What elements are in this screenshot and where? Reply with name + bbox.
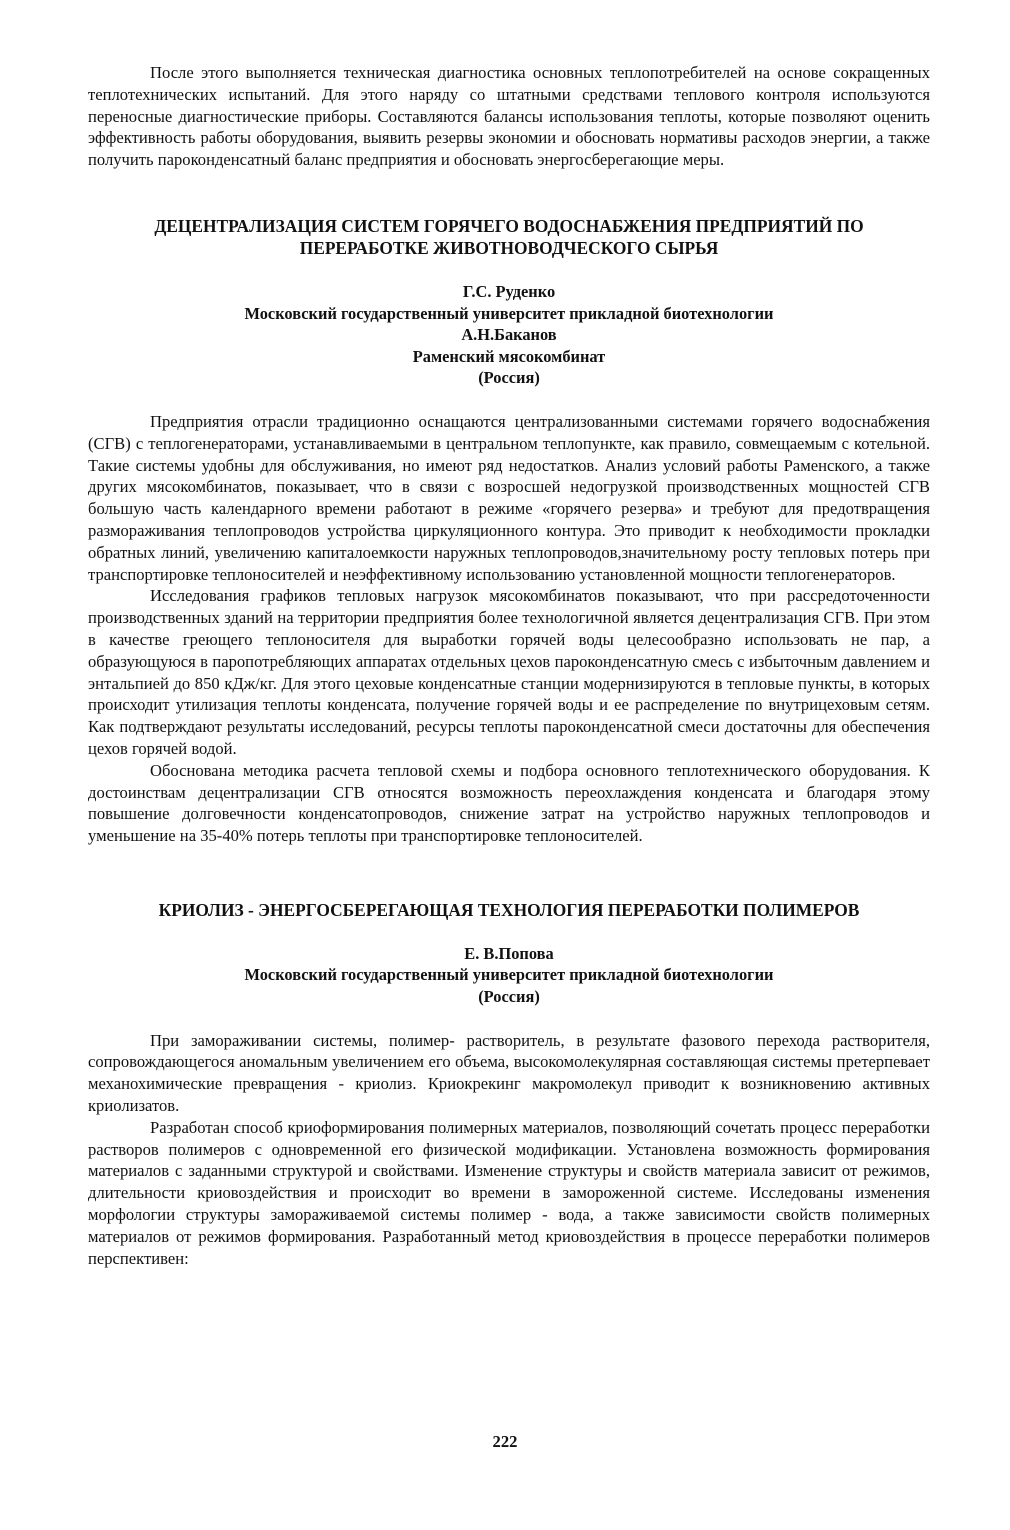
- intro-paragraph: После этого выполняется техническая диагностика основных теплопотребителей на основе сокращенных теплотехнических испытаний. Для этого наряду со штатными средствами теплового контроля используются переносные диагностические приборы. Составляются балансы использования теплоты, которые позволяют оценить эффективность работы оборудования, выявить резервы экономии и обосновать нормативы расходов энергии, а также получить пароконденсатный баланс предприятия и обосновать энергосберегающие меры.: [88, 63, 930, 170]
- author-country: (Россия): [478, 368, 540, 388]
- body-paragraph: Обоснована методика расчета тепловой схемы и подбора основного теплотехнического оборудования. К достоинствам децентрализации СГВ относятся возможность переохлаждения конденсата и благодаря этому повышение долговечности конденсатопроводов, снижение затрат на устройство наружных теплопроводов и уменьшение на 35-40% потерь теплоты при транспортировке теплоносителей.: [88, 760, 930, 846]
- article-title-line-2: ПЕРЕРАБОТКЕ ЖИВОТНОВОДЧЕСКОГО СЫРЬЯ: [299, 237, 719, 258]
- document-page: [88, 62, 930, 1269]
- byline: [88, 943, 930, 1008]
- author-name: Г.С. Руденко: [462, 281, 556, 301]
- body-paragraph: Предприятия отрасли традиционно оснащаются централизованными системами горячего водоснабжения (СГВ) с теплогенераторами, устанавливаемыми в центральном теплопункте, как правило, совмещаемым с котельной. Такие системы удобны для обслуживания, но имеют ряд недостатков. Анализ условий работы Раменского, а также других мясокомбинатов, показывает, что в связи с возросшей недогрузкой производственных мощностей СГВ большую часть календарного времени работают в режиме «горячего резерва» и требуют для предотвращения размораживания теплопроводов устройства циркуляционного контура. Это приводит к необходимости прокладки обратных линий, увеличению капиталоемкости наружных теплопроводов,значительному росту тепловых потерь при транспортировке теплоносителей и неэффективному использованию установленной мощности теплогенераторов.: [88, 411, 930, 584]
- byline: [88, 281, 930, 389]
- page-number: 222: [492, 1432, 518, 1451]
- article-title: [70, 215, 948, 259]
- author-affiliation: Раменский мясокомбинат: [412, 346, 606, 366]
- author-affiliation: Московский государственный университет прикладной биотехнологии: [244, 965, 774, 985]
- body-paragraph: Разработан способ криоформирования полимерных материалов, позволяющий сочетать процесс переработки растворов полимеров с одновременной его физической модификации. Установлена возможность формирования материалов с заданными структурой и свойствами. Изменение структуры и свойств материала зависит от режимов, длительности криовоздействия и происходит во времени в замороженной системе. Исследованы изменения морфологии структуры замораживаемой системы полимер - вода, а также зависимости свойств полимерных материалов от режимов формирования. Разработанный метод криовоздействия в процессе переработки полимеров перспективен:: [88, 1117, 930, 1268]
- author-affiliation: Московский государственный университет прикладной биотехнологии: [244, 303, 774, 323]
- body-paragraph: При замораживании системы, полимер- растворитель, в результате фазового перехода растворителя, сопровождающегося аномальным увеличением его объема, высокомолекулярная составляющая системы претерпевает механохимические превращения - криолиз. Криокрекинг макромолекул приводит к возникновению активных криолизатов.: [88, 1030, 930, 1116]
- article-cryolysis: [88, 899, 930, 1270]
- author-name: А.Н.Баканов: [461, 325, 557, 345]
- article-title-line-1: ДЕЦЕНТРАЛИЗАЦИЯ СИСТЕМ ГОРЯЧЕГО ВОДОСНАБЖЕНИЯ ПРЕДПРИЯТИЙ ПО: [154, 215, 864, 236]
- body-paragraph: Исследования графиков тепловых нагрузок мясокомбинатов показывают, что при рассредоточенности производственных зданий на территории предприятия более технологичной является децентрализация СГВ. При этом в качестве греющего теплоносителя для выработки горячей воды целесообразно использовать не пар, а образующуюся в паропотребляющих аппаратах отдельных цехов пароконденсатную смесь с избыточным давлением и энтальпией до 850 кДж/кг. Для этого цеховые конденсатные станции модернизируются в тепловые пункты, в которых происходит утилизация теплоты конденсата, получение горячей воды и ее распределение по внутрицеховым сетям. Как подтверждают результаты исследований, ресурсы теплоты пароконденсатной смеси достаточны для обеспечения цехов горячей водой.: [88, 586, 930, 758]
- author-name: Е. В.Попова: [464, 943, 554, 963]
- article-decentralization: [88, 215, 930, 847]
- author-country: (Россия): [478, 987, 540, 1007]
- article-title: КРИОЛИЗ - ЭНЕРГОСБЕРЕГАЮЩАЯ ТЕХНОЛОГИЯ ПЕРЕРАБОТКИ ПОЛИМЕРОВ: [158, 899, 860, 920]
